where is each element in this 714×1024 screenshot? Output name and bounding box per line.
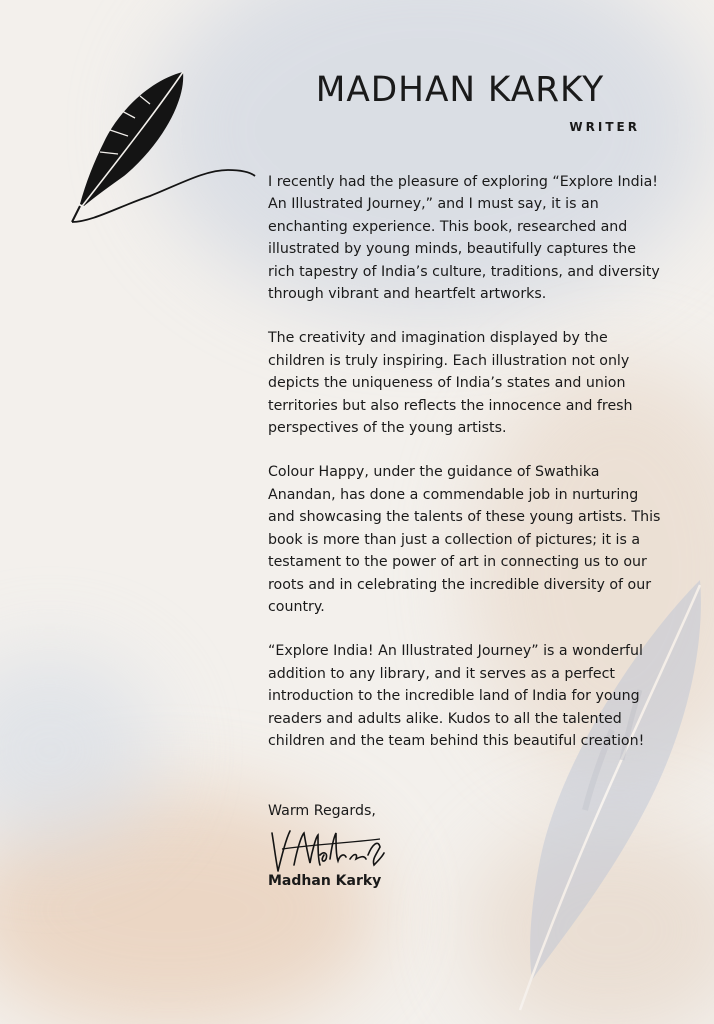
closing: Warm Regards, xyxy=(268,803,376,819)
paragraph: I recently had the pleasure of exploring “Explore India! An Illustrated Journey,” and I must say, it is an enchanting experience. This book, researched and illustrated by young minds, beautifully captures the rich tapestry of India’s culture, traditions, and diversity through vibrant and heartfelt artworks. xyxy=(268,174,660,303)
paragraph: The creativity and imagination displayed by the children is truly inspiring. Each illustration not only depicts the uniqueness of India’s states and union territories but also reflects the innocence and fresh perspectives of the young artists. xyxy=(268,330,633,437)
writer-role: WRITER xyxy=(569,120,640,134)
letter-body xyxy=(268,171,663,774)
quill-pen-icon xyxy=(72,72,255,222)
writer-name: MADHAN KARKY xyxy=(315,70,605,110)
paragraph: “Explore India! An Illustrated Journey” is a wonderful addition to any library, and it serves as a perfect introduction to the incredible land of India for young readers and adults alike. Kudos to all the talented children and the team behind this beautiful creation! xyxy=(268,643,645,749)
signature xyxy=(268,825,388,877)
paragraph: Colour Happy, under the guidance of Swathika Anandan, has done a commendable job in nurturing and showcasing the talents of these young artists. This book is more than just a collection of pictures; it is a testament to the power of art in connecting us to our roots and in celebrating the incredible diversity of our country. xyxy=(268,464,661,615)
signer-name: Madhan Karky xyxy=(268,873,382,889)
header xyxy=(260,68,660,134)
